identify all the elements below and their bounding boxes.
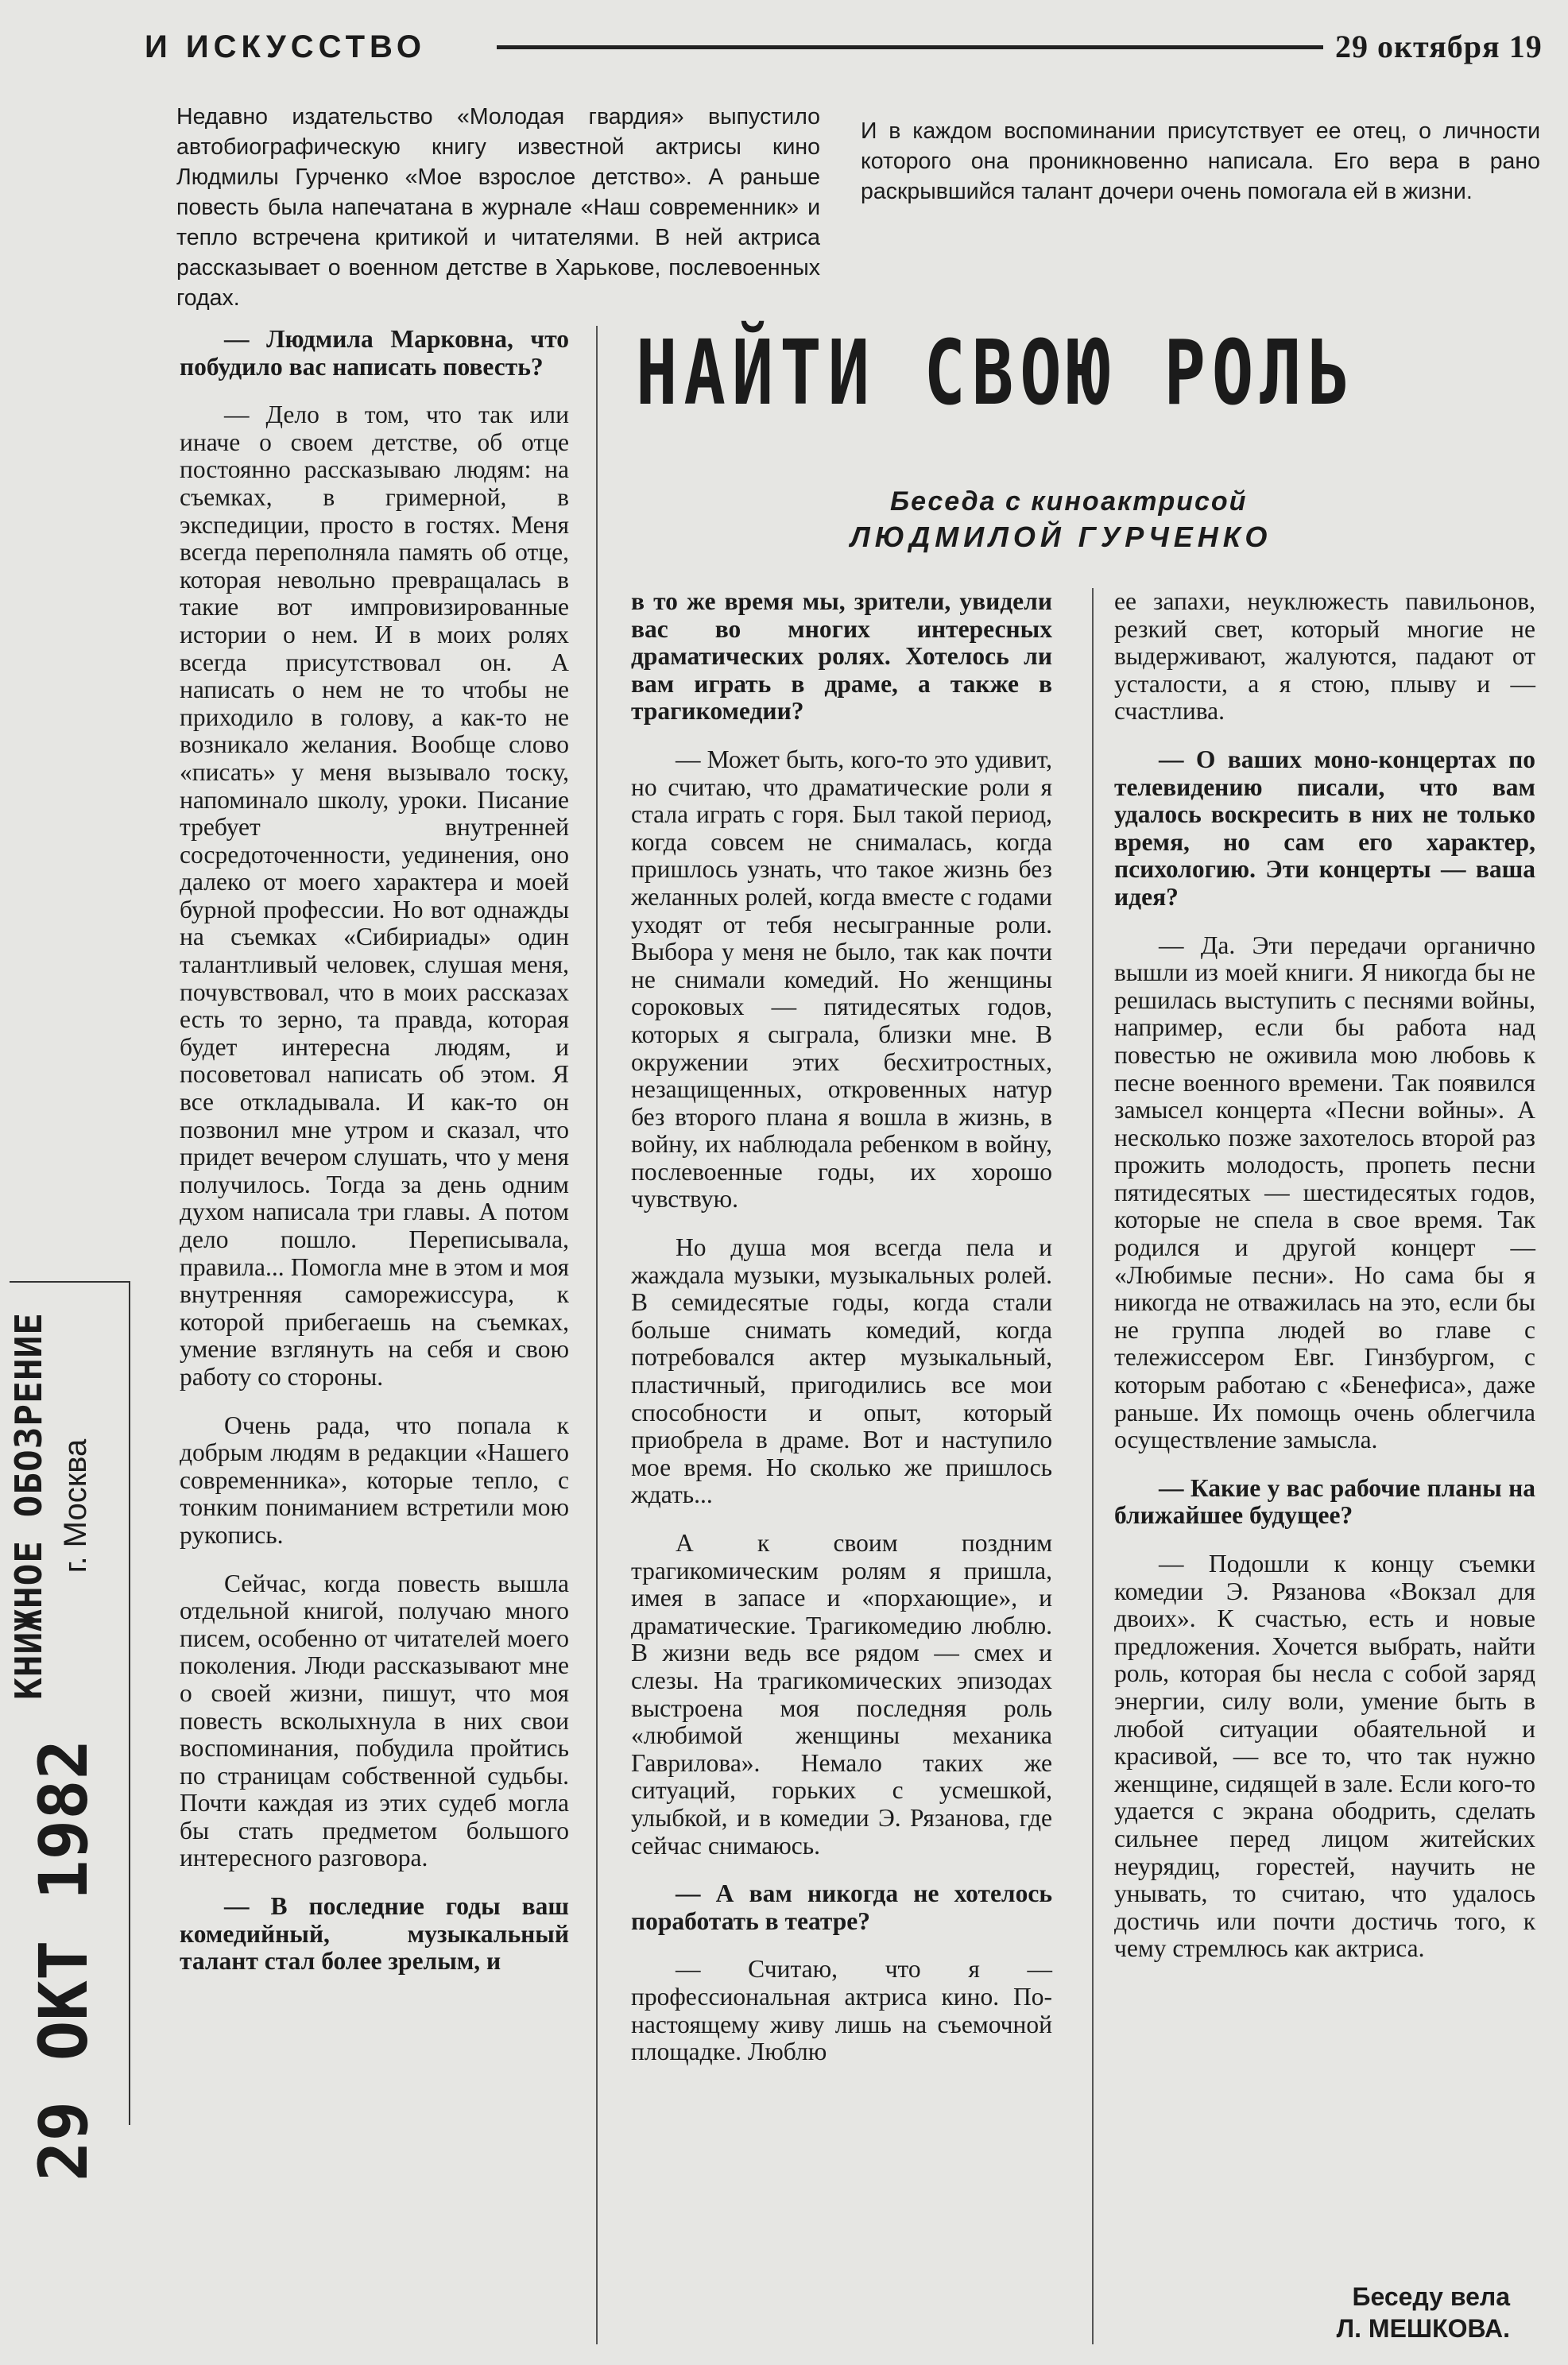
column-divider-2 xyxy=(1092,588,1094,2344)
answer-3-continued: ее запахи, неуклюжесть павильонов, резкий свет, который многие не выдерживают, жалуются, падают от усталости, а я стою, плыву и — счастлива. xyxy=(1114,587,1535,726)
question-2-continued: в то же время мы, зрители, увидели вас во многих интересных драматических ролях. Хотелось ли вам играть в драме, а также в трагикомедии? xyxy=(631,587,1052,726)
answer-2-part2: Но душа моя всегда пела и жаждала музыки, музыкальных ролей. В семидесятые годы, когда стали больше снимать комедий, когда потребовался актер музыкальный, пластичный, пригодились все мои способности и опыт, который приобрела в драме. Вот и наступило мое время. Но сколько же пришлось ждать... xyxy=(631,1233,1052,1509)
publication-stamp xyxy=(4,1291,107,1721)
intro-right: И в каждом воспоминании присутствует ее отец, о личности которого она проникновенно написала. Его вера в рано раскрывшийся талант дочери очень помогала ей в жизни. xyxy=(861,118,1540,204)
question-5: — Какие у вас рабочие планы на ближайшее будущее? xyxy=(1114,1473,1535,1530)
subtitle-line1: Беседа с киноактрисой xyxy=(890,486,1248,517)
question-3: — А вам никогда не хотелось поработать в театре? xyxy=(631,1879,1052,1935)
answer-3: — Считаю, что я — профессиональная актриса кино. По-настоящему живу лишь на съемочной площадке. Люблю xyxy=(631,1955,1052,2066)
answer-1-part2: Очень рада, что попала к добрым людям в редакции «Нашего современника», которые тепло, с тонким пониманием встретили мою рукопись. xyxy=(180,1411,569,1549)
stamp-publication: КНИЖНОЕ ОБОЗРЕНИЕ xyxy=(7,1312,50,1700)
header-date: 29 октября 19 xyxy=(1335,29,1543,64)
answer-1-part3: Сейчас, когда повесть вышла отдельной книгой, получаю много писем, особенно от читателей моего поколения. Люди рассказывают мне о своей жизни, пишут, что моя повесть всколыхнула в них свои воспоминания, побудила пройтись по страницам собственной судьбы. Почти каждая из этих судеб могла бы стать предметом большого интересного разговора. xyxy=(180,1569,569,1872)
answer-4: — Да. Эти передачи органично вышли из моей книги. Я никогда бы не решилась выступить с песнями войны, например, если бы работа над повестью не оживила мою любовь к песне военного времени. Так появился замысел концерта «Песни войны». А несколько позже захотелось второй раз прожить молодость, пропеть песни пятидесятых — шестидесятых годов, которые не спела в свое время. Так родился и другой концерт — «Любимые песни». Но сама бы я никогда не отважилась на это, если бы не группа людей во главе с тележиссером Евг. Гинзбургом, с которым работаю с «Бенефиса», даже раньше. Их помощь очень облегчила осуществление замысла. xyxy=(1114,931,1535,1454)
column-1 xyxy=(180,326,569,1982)
answer-5: — Подошли к концу съемки комедии Э. Рязанова «Вокзал для двоих». К счастью, есть и новые предложения. Хочется выбрать, найти роль, которая бы несла с собой заряд энергии, силу воли, умение быть в любой ситуации обаятельной и красивой, — все то, что так нужно женщине, сидящей в зале. Если кого-то удается с экрана ободрить, сделать сильнее перед лицом житейских неурядиц, горестей, научить не унывать, то считаю, что удалось достичь или почти достичь того, к чему стремлюсь как актриса. xyxy=(1114,1550,1535,1963)
question-4: — О ваших моно-концертах по телевидению писали, что вам удалось воскресить в них не только время, но сам его характер, психологию. Эти концерты — ваша идея? xyxy=(1114,745,1535,911)
header-rule xyxy=(497,45,1323,49)
signature xyxy=(1208,2281,1510,2344)
answer-2-part3: А к своим поздним трагикомическим ролям я пришла, имея в запасе и «порхающие», и драматические. Трагикомедию люблю. В жизни ведь все рядом — смех и слезы. На трагикомических эпизодах выстроена моя последняя роль «любимой женщины механика Гаврилова». Немало таких же ситуаций, горьких с усмешкой, улыбкой, и в комедии Э. Рязанова, где сейчас снимаюсь. xyxy=(631,1529,1052,1860)
stamp-date: 29 ОКТ 1982 xyxy=(25,1739,103,2181)
subtitle-line2: ЛЮДМИЛОЙ ГУРЧЕНКО xyxy=(850,521,1272,553)
section-heading: И ИСКУССТВО xyxy=(145,29,427,64)
signature-line1: Беседу вела xyxy=(1352,2282,1510,2311)
stamp-city: г. Москва xyxy=(58,1438,93,1573)
answer-1: — Дело в том, что так или иначе о своем детстве, об отце постоянно рассказываю людям: на съемках, в гримерной, в экспедиции, просто в гостях. Меня всегда переполняла память об отце, которая невольно превращалась в такие вот импровизированные истории о нем. И в моих ролях всегда присутствовал он. А написать о нем не то чтобы не приходило в голову, а как-то не возникало желания. Вообще слово «писать» у меня вызывало тоску, напоминало школу, уроки. Писание требует внутренней сосредоточенности, уединения, оно далеко от моего характера и моей бурной профессии. Но вот однажды на съемках «Сибириады» один талантливый человек, слушая меня, почувствовал, что в моих рассказах есть то зерно, та правда, которая будет интересна людям, и посоветовал написать об этом. Я все откладывала. И как-то он позвонил мне утром и сказал, что придет вечером слушать, что у меня получилось. Тогда за день одним духом написала три главы. А потом дело пошло. Переписывала, правила... Помогла мне в этом и моя внутренняя саморежиссура, к которой прибегаешь на съемках, умение взглянуть на себя и свою работу со стороны. xyxy=(180,401,569,1391)
answer-2: — Может быть, кого-то это удивит, но считаю, что драматические роли я стала играть с горя. Был такой период, когда совсем не снималась, когда пришлось узнать, что такое жизнь без желанных ролей, когда вместе с годами уходят от тебя несыгранные роли. Выбора у меня не было, так как почти не снимали комедий. Но женщины сороковых — пятидесятых годов, которых я сыграла, близки мне. В окружении этих бесхитростных, незащищенных, откровенных натур без второго плана я вошла в жизнь, в войну, их наблюдала ребенком в войну, послевоенные годы, их хорошо чувствую. xyxy=(631,745,1052,1213)
question-2: — В последние годы ваш комедийный, музыкальный талант стал более зрелым, и xyxy=(180,1892,569,1976)
column-2 xyxy=(631,588,1052,2073)
article-title: НАЙТИ СВОЮ РОЛЬ xyxy=(636,322,1356,425)
question-1: — Людмила Марковна, что побудило вас написать повесть? xyxy=(180,325,569,381)
intro-left: Недавно издательство «Молодая гвардия» выпустило автобиографическую книгу известной актрисы кино Людмилы Гурченко «Мое взрослое детство». А раньше повесть была напечатана в журнале «Наш современник» и тепло встречена критикой и читателями. В ней актриса рассказывает о военном детстве в Харькове, послевоенных годах. xyxy=(176,104,820,311)
column-3 xyxy=(1114,588,1535,1969)
column-divider-1 xyxy=(596,326,598,2344)
signature-name: Л. МЕШКОВА. xyxy=(1336,2314,1510,2343)
